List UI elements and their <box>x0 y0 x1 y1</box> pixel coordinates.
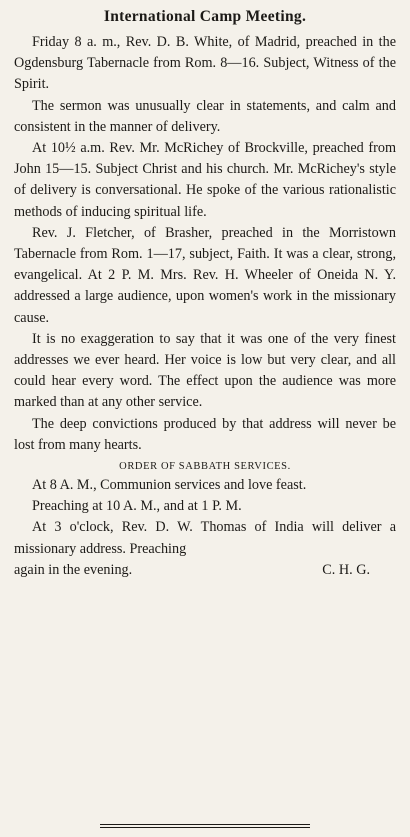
paragraph-finest-address: It is no exaggeration to say that it was one of the very finest addresses we ever heard. Her voice is low but very clear, and all could hear every word. The effect upon the audience was more marked than at any other service. <box>14 330 396 411</box>
signature: C. H. G. <box>322 561 370 578</box>
closing-line: again in the evening. <box>14 561 133 578</box>
paragraph-sermon-quality: The sermon was unusually clear in statements, and calm and consistent in the manner of delivery. <box>14 97 396 135</box>
paragraph-mcrichey: At 10½ a.m. Rev. Mr. McRichey of Brockville, preached from John 15—15. Subject Christ and his church. Mr. McRichey's style of delivery is conversational. He spoke of the various rationalistic methods of inducing spiritual life. <box>14 140 396 220</box>
service-missionary-address: At 3 o'clock, Rev. D. W. Thomas of India will deliver a missionary address. Preaching <box>14 519 396 557</box>
paragraph-fletcher-wheeler: Rev. J. Fletcher, of Brasher, preached in the Morristown Tabernacle from Rom. 1—17, subject, Faith. It was a clear, strong, evangelical. At 2 P. M. Mrs. Rev. H. Wheeler of Oneida N. Y. addressed a large audience, upon women's work in the missionary cause. <box>14 224 396 326</box>
paragraph-white-sermon: Friday 8 a. m., Rev. D. B. White, of Madrid, preached in the Ogdensburg Tabernacle from Rom. 8—16. Subject, Witness of the Spirit. <box>14 34 396 93</box>
paragraph-deep-convictions: The deep convictions produced by that address will never be lost from many hearts. <box>14 415 396 453</box>
bottom-rule-thin <box>100 827 310 828</box>
service-communion: At 8 A. M., Communion services and love feast. <box>32 477 307 494</box>
service-preaching-times: Preaching at 10 A. M., and at 1 P. M. <box>32 498 242 515</box>
headline: International Camp Meeting. <box>103 8 307 25</box>
closing-line-row <box>14 560 396 581</box>
section-heading-sabbath-services: ORDER OF SABBATH SERVICES. <box>119 461 291 473</box>
bottom-rule-thick <box>100 824 310 825</box>
